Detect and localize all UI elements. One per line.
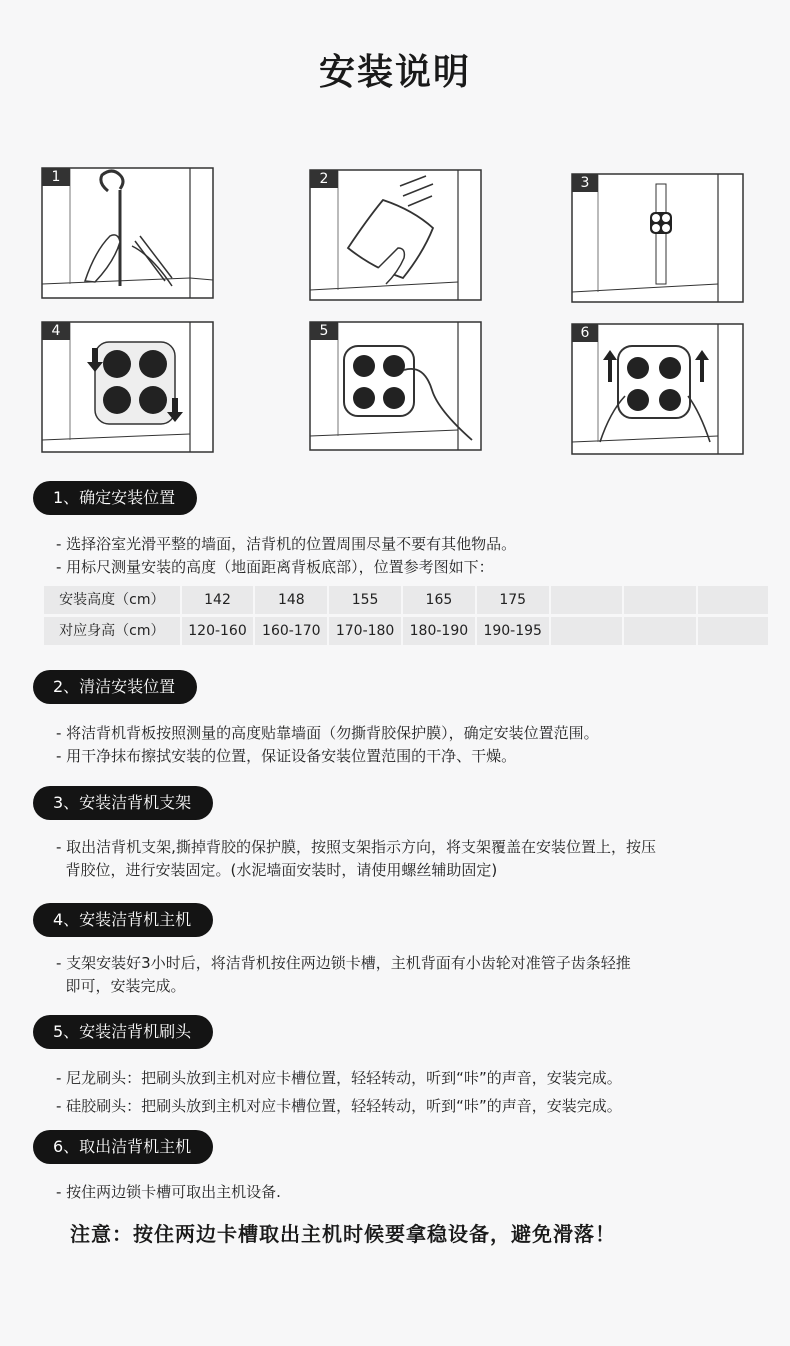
text-line: - 将洁背机背板按照测量的高度贴靠墙面（勿撕背胶保护膜），确定安装位置范围。 <box>56 724 599 742</box>
step-number: 3 <box>572 174 598 192</box>
text-line: - 用干净抹布擦拭安装的位置，保证设备安装位置范围的干净、干燥。 <box>56 747 517 765</box>
section-text <box>56 952 766 998</box>
text-line: 即可，安装完成。 <box>56 977 186 995</box>
text-line: - 用标尺测量安装的高度（地面距离背板底部），位置参考图如下： <box>56 558 494 576</box>
step-3-illustration <box>570 172 745 306</box>
table-cell: 148 <box>255 586 327 614</box>
text-line: - 硅胶刷头：把刷头放到主机对应卡槽位置，轻轻转动，听到“咔”的声音，安装完成。 <box>56 1097 622 1115</box>
step-5-illustration <box>308 320 483 454</box>
step-1-illustration <box>40 166 215 300</box>
table-row <box>44 617 768 645</box>
table-cell: 120-160 <box>182 617 254 645</box>
step-number: 6 <box>572 324 598 342</box>
table-cell: 142 <box>182 586 254 614</box>
table-cell-empty <box>624 586 696 614</box>
section-heading: 4、安装洁背机主机 <box>33 903 213 937</box>
step-number: 4 <box>42 322 70 340</box>
section-text <box>56 533 766 579</box>
height-reference-table <box>44 586 768 648</box>
table-cell-empty <box>698 617 768 645</box>
section-text <box>56 836 766 882</box>
text-line: - 按住两边锁卡槽可取出主机设备. <box>56 1183 281 1201</box>
text-line: 背胶位，进行安装固定。(水泥墙面安装时，请使用螺丝辅助固定) <box>56 861 498 879</box>
caution-note: 注意：按住两边卡槽取出主机时候要拿稳设备，避免滑落！ <box>70 1222 616 1246</box>
section-heading: 6、取出洁背机主机 <box>33 1130 213 1164</box>
table-row <box>44 586 768 614</box>
section-text <box>56 1181 766 1204</box>
table-cell: 165 <box>403 586 475 614</box>
table-cell-empty <box>698 586 768 614</box>
text-line: - 尼龙刷头：把刷头放到主机对应卡槽位置，轻轻转动，听到“咔”的声音，安装完成。 <box>56 1069 622 1087</box>
text-line: - 取出洁背机支架,撕掉背胶的保护膜，按照支架指示方向，将支架覆盖在安装位置上，按压 <box>56 838 656 856</box>
page-title: 安装说明 <box>318 52 471 93</box>
section-heading: 1、确定安装位置 <box>33 481 197 515</box>
table-cell: 170-180 <box>329 617 401 645</box>
table-row-header: 对应身高（cm） <box>44 617 180 645</box>
table-cell: 190-195 <box>477 617 549 645</box>
step-6-illustration <box>570 322 745 456</box>
table-cell-empty <box>551 617 623 645</box>
table-cell: 180-190 <box>403 617 475 645</box>
table-cell: 160-170 <box>255 617 327 645</box>
section-heading: 3、安装洁背机支架 <box>33 786 213 820</box>
step-2-illustration <box>308 168 483 302</box>
table-cell-empty <box>551 586 623 614</box>
table-row-header: 安装高度（cm） <box>44 586 180 614</box>
step-number: 2 <box>310 170 338 188</box>
text-line: - 选择浴室光滑平整的墙面，洁背机的位置周围尽量不要有其他物品。 <box>56 535 517 553</box>
section-text <box>56 1064 766 1120</box>
table-cell: 175 <box>477 586 549 614</box>
step-number: 5 <box>310 322 338 340</box>
text-line: - 支架安装好3小时后，将洁背机按住两边锁卡槽，主机背面有小齿轮对准管子齿条轻推 <box>56 954 631 972</box>
section-text <box>56 722 766 768</box>
section-heading: 2、清洁安装位置 <box>33 670 197 704</box>
table-cell-empty <box>624 617 696 645</box>
section-heading: 5、安装洁背机刷头 <box>33 1015 213 1049</box>
step-4-illustration <box>40 320 215 454</box>
step-number: 1 <box>42 168 70 186</box>
table-cell: 155 <box>329 586 401 614</box>
